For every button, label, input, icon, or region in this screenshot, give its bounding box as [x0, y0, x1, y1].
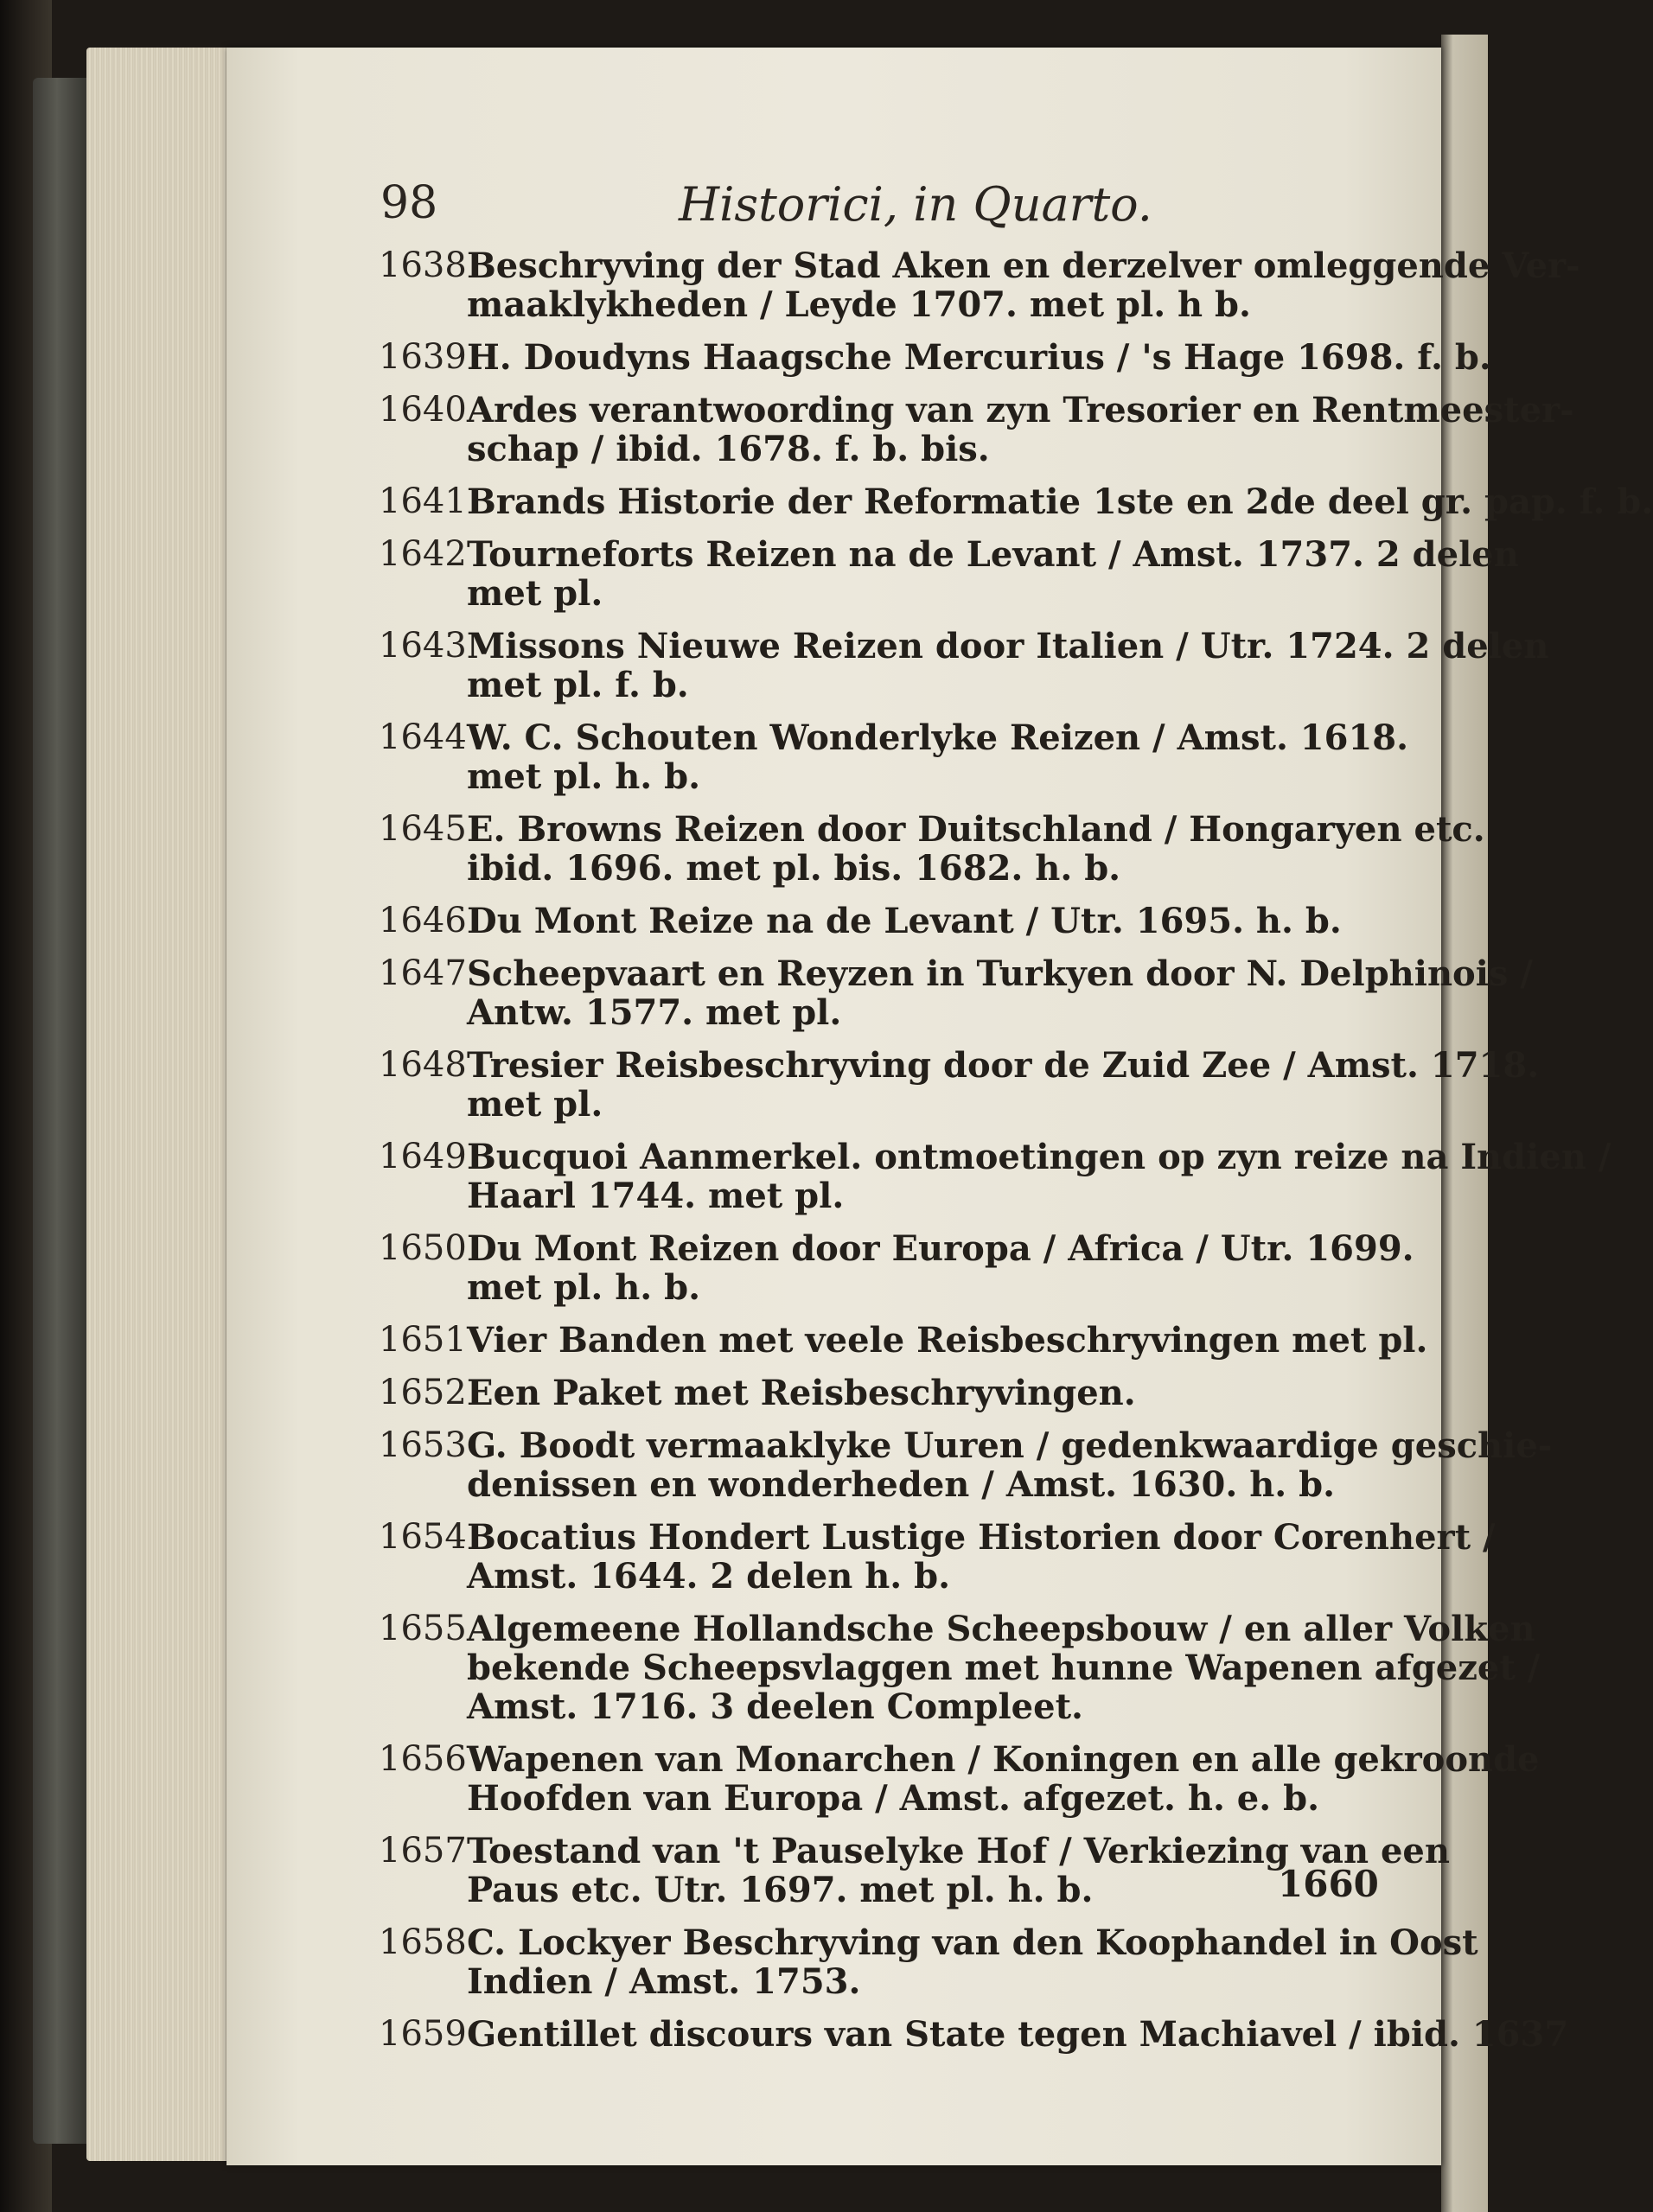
entry-line: Bocatius Hondert Lustige Historien door Corenhert / — [467, 1517, 1496, 1558]
entry-line: maaklykheden / Leyde 1707. met pl. h b. — [467, 284, 1251, 325]
catalogue-entry — [379, 717, 1409, 797]
entry-line: Du Mont Reizen door Europa / Africa / Utr. 1699. — [467, 1228, 1414, 1269]
catalogue-entry — [379, 390, 1574, 469]
entry-number: 1659 — [379, 2014, 467, 2054]
catalogue-entry — [379, 1739, 1540, 1819]
entry-line: Scheepvaart en Reyzen in Turkyen door N. Delphinois / — [467, 953, 1533, 994]
entry-text — [467, 1229, 1414, 1307]
entry-number: 1649 — [379, 1137, 467, 1176]
entry-line: Haarl 1744. met pl. — [467, 1176, 845, 1216]
entry-number: 1640 — [379, 390, 467, 430]
entry-number: 1642 — [379, 534, 467, 574]
entry-text — [467, 1518, 1496, 1596]
entry-line: Vier Banden met veele Reisbeschryvingen met pl. — [467, 1320, 1428, 1361]
entry-number: 1656 — [379, 1739, 467, 1779]
catalogue-entry — [379, 1831, 1450, 1910]
entry-line: Ardes verantwoording van zyn Tresorier en Rentmeester- — [467, 390, 1574, 430]
entry-text — [467, 1046, 1539, 1124]
entry-line: Amst. 1644. 2 delen h. b. — [467, 1556, 951, 1597]
entry-number: 1653 — [379, 1425, 467, 1465]
entry-number: 1651 — [379, 1320, 467, 1360]
running-title: Historici, in Quarto. — [679, 177, 1152, 232]
entry-text — [467, 1321, 1427, 1360]
entry-text — [467, 810, 1485, 888]
entry-text — [467, 1138, 1611, 1215]
entry-line: H. Doudyns Haagsche Mercurius / 's Hage 1698. f. b. — [467, 337, 1491, 378]
catalogue-entry — [379, 1609, 1541, 1727]
entry-line: G. Boodt vermaaklyke Uuren / gedenkwaardige geschie- — [467, 1425, 1553, 1466]
entry-number: 1641 — [379, 481, 467, 521]
entry-text — [467, 246, 1580, 324]
entry-line: Indien / Amst. 1753. — [467, 1961, 861, 2002]
entry-line: Bucquoi Aanmerkel. ontmoetingen op zyn reize na Indien / — [467, 1137, 1612, 1177]
catalogue-entry — [379, 902, 1373, 940]
entry-number: 1658 — [379, 1922, 467, 1962]
catalogue-entry — [379, 481, 1653, 522]
entry-line: met pl. h. b. — [467, 1267, 701, 1308]
entry-line: Hoofden van Europa / Amst. afgezet. h. e. b. — [467, 1778, 1319, 1819]
entry-line: denissen en wonderheden / Amst. 1630. h. b. — [467, 1464, 1336, 1505]
entry-line: Du Mont Reize na de Levant / Utr. 1695. h. b. — [467, 901, 1342, 941]
page-stack-edge — [86, 48, 229, 2161]
entry-line: Een Paket met Reisbeschryvingen. — [467, 1373, 1136, 1413]
entry-line: Beschryving der Stad Aken en derzelver omleggende Ver- — [467, 245, 1580, 286]
entry-number: 1644 — [379, 717, 467, 757]
entry-line: E. Browns Reizen door Duitschland / Hongaryen etc. — [467, 809, 1485, 850]
entry-text — [467, 1610, 1540, 1726]
entry-number: 1639 — [379, 337, 467, 377]
entry-line: Tresier Reisbeschryving door de Zuid Zee / Amst. 1718. — [467, 1045, 1540, 1086]
entry-number: 1655 — [379, 1609, 467, 1648]
entry-line: Algemeene Hollandsche Scheepsbouw / en aller Volken — [467, 1609, 1535, 1649]
catalogue-entry-list — [379, 245, 1653, 2068]
catalogue-entry — [379, 1425, 1553, 1505]
entry-line: Gentillet discours van State tegen Machiavel / ibid. 1637 — [467, 2014, 1569, 2055]
entry-text — [467, 627, 1548, 704]
book-spine — [33, 78, 93, 2144]
entry-number: 1654 — [379, 1517, 467, 1557]
catalogue-entry — [379, 2014, 1569, 2055]
catalogue-entry — [379, 1228, 1414, 1308]
catchword: 1660 — [1278, 1863, 1379, 1905]
page-number: 98 — [380, 177, 438, 229]
entry-text — [467, 2015, 1568, 2054]
entry-line: Amst. 1716. 3 deelen Compleet. — [467, 1686, 1083, 1727]
entry-text — [467, 1740, 1540, 1818]
entry-text — [467, 1426, 1552, 1504]
entry-line: met pl. — [467, 573, 603, 614]
entry-text — [467, 535, 1519, 613]
page-header — [380, 177, 1375, 238]
entry-text — [467, 338, 1491, 377]
entry-line: Wapenen van Monarchen / Koningen en alle gekroonde — [467, 1739, 1540, 1780]
catalogue-entry — [379, 953, 1533, 1033]
entry-line: Paus etc. Utr. 1697. met pl. h. b. — [467, 1870, 1094, 1910]
catalogue-entry — [379, 809, 1485, 889]
entry-number: 1647 — [379, 953, 467, 993]
catalogue-entry — [379, 534, 1519, 614]
entry-number: 1652 — [379, 1373, 467, 1412]
catalogue-entry — [379, 1045, 1540, 1125]
entry-line: Toestand van 't Pauselyke Hof / Verkiezing van een — [467, 1831, 1450, 1871]
entry-line: met pl. h. b. — [467, 756, 701, 797]
entry-text — [467, 1374, 1373, 1412]
entry-line: Missons Nieuwe Reizen door Italien / Utr. 1724. 2 delen — [467, 626, 1549, 666]
catalogue-entry — [379, 337, 1491, 378]
entry-text — [467, 482, 1653, 521]
entry-text — [467, 718, 1408, 796]
entry-line: met pl. f. b. — [467, 665, 689, 705]
entry-text — [467, 1923, 1478, 2001]
entry-line: schap / ibid. 1678. f. b. bis. — [467, 429, 990, 469]
entry-text — [467, 391, 1574, 469]
entry-number: 1657 — [379, 1831, 467, 1871]
entry-line: bekende Scheepsvlaggen met hunne Wapenen afgezet / — [467, 1648, 1541, 1688]
entry-number: 1648 — [379, 1045, 467, 1085]
catalogue-entry — [379, 1320, 1428, 1361]
entry-number: 1650 — [379, 1228, 467, 1268]
entry-number: 1638 — [379, 245, 467, 285]
catalogue-entry — [379, 1922, 1478, 2002]
entry-text — [467, 954, 1533, 1032]
catalogue-entry — [379, 626, 1549, 705]
entry-line: Tourneforts Reizen na de Levant / Amst. 1737. 2 delen — [467, 534, 1519, 575]
entry-line: Antw. 1577. met pl. — [467, 992, 842, 1033]
entry-line: met pl. — [467, 1084, 603, 1125]
entry-line: Brands Historie der Reformatie 1ste en 2de deel gr. pap. f. b. — [467, 481, 1653, 522]
entry-line: W. C. Schouten Wonderlyke Reizen / Amst. 1618. — [467, 717, 1409, 758]
entry-number: 1643 — [379, 626, 467, 666]
entry-text — [467, 902, 1373, 940]
entry-line: ibid. 1696. met pl. bis. 1682. h. b. — [467, 848, 1121, 889]
catalogue-entry — [379, 1374, 1373, 1412]
entry-line: C. Lockyer Beschryving van den Koophandel in Oost — [467, 1922, 1478, 1963]
catalogue-entry — [379, 1137, 1612, 1216]
entry-number: 1646 — [379, 901, 467, 940]
catalogue-entry — [379, 1517, 1496, 1597]
catalogue-entry — [379, 245, 1580, 325]
entry-number: 1645 — [379, 809, 467, 849]
